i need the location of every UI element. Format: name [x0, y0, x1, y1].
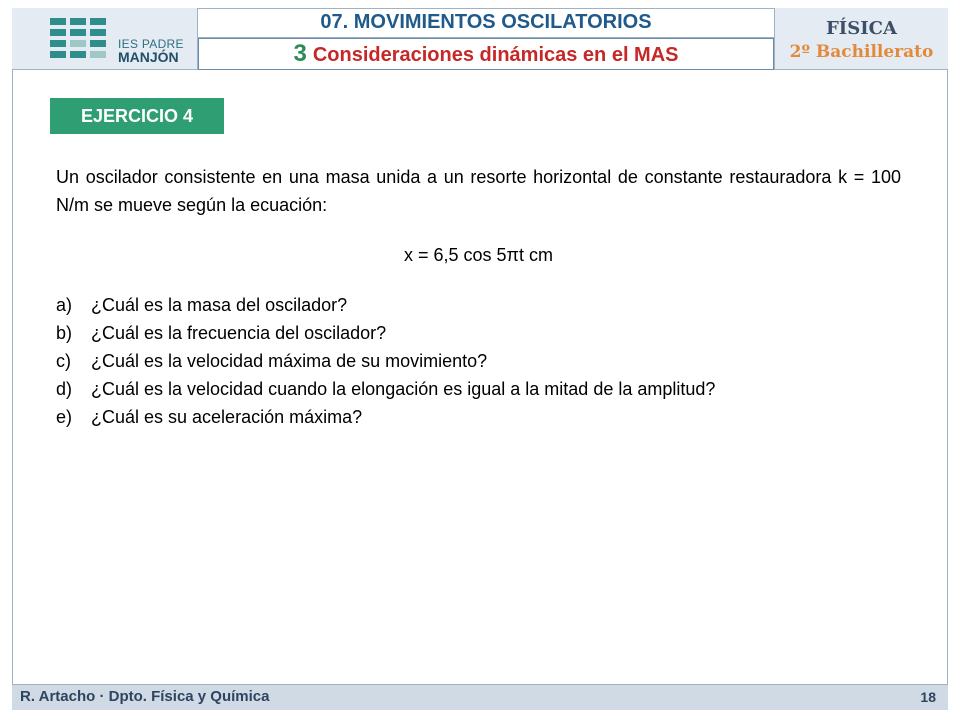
logo-line1: IES PADRE: [118, 37, 184, 51]
page-number: 18: [920, 689, 936, 705]
footer-bar: [12, 684, 948, 710]
question-letter: c): [56, 351, 71, 371]
section-title-bar: [198, 38, 774, 70]
logo-text: [118, 38, 184, 64]
question-text: ¿Cuál es la velocidad máxima de su movimiento?: [91, 351, 488, 371]
question-letter: e): [56, 407, 73, 427]
question-letter: a): [56, 295, 73, 315]
question-text: ¿Cuál es su aceleración máxima?: [91, 407, 363, 427]
subject-badge: [774, 8, 948, 70]
section-title: Consideraciones dinámicas en el MAS: [312, 44, 679, 66]
logo-line2: MANJÓN: [118, 49, 179, 65]
exercise-label: EJERCICIO 4: [50, 98, 224, 134]
question-letter: b): [56, 323, 73, 343]
section-number: 3: [293, 40, 307, 67]
question-item: [56, 291, 901, 319]
exercise-intro: Un oscilador consistente en una masa unida a un resorte horizontal de constante restauradora k = 100 N/m se mueve según la ecuación:: [56, 167, 901, 215]
question-item: [56, 375, 901, 403]
unit-title: 07. MOVIMIENTOS OSCILATORIOS: [198, 8, 774, 38]
school-logo: [12, 8, 198, 70]
motion-equation: x = 6,5 cos 5πt cm: [404, 245, 553, 265]
question-text: ¿Cuál es la frecuencia del oscilador?: [91, 323, 387, 343]
question-letter: d): [56, 379, 73, 399]
logo-grid-icon: [50, 18, 112, 60]
question-text: ¿Cuál es la masa del oscilador?: [91, 295, 348, 315]
question-item: [56, 347, 901, 375]
course-level: 2º Bachillerato: [789, 42, 934, 62]
question-item: [56, 403, 901, 431]
question-item: [56, 319, 901, 347]
subject-name: FÍSICA: [826, 18, 897, 39]
question-list: [56, 291, 901, 431]
question-text: ¿Cuál es la velocidad cuando la elongación es igual a la mitad de la amplitud?: [91, 379, 716, 399]
footer-author: R. Artacho · Dpto. Física y Química: [20, 688, 270, 705]
exercise-content: [56, 163, 901, 431]
